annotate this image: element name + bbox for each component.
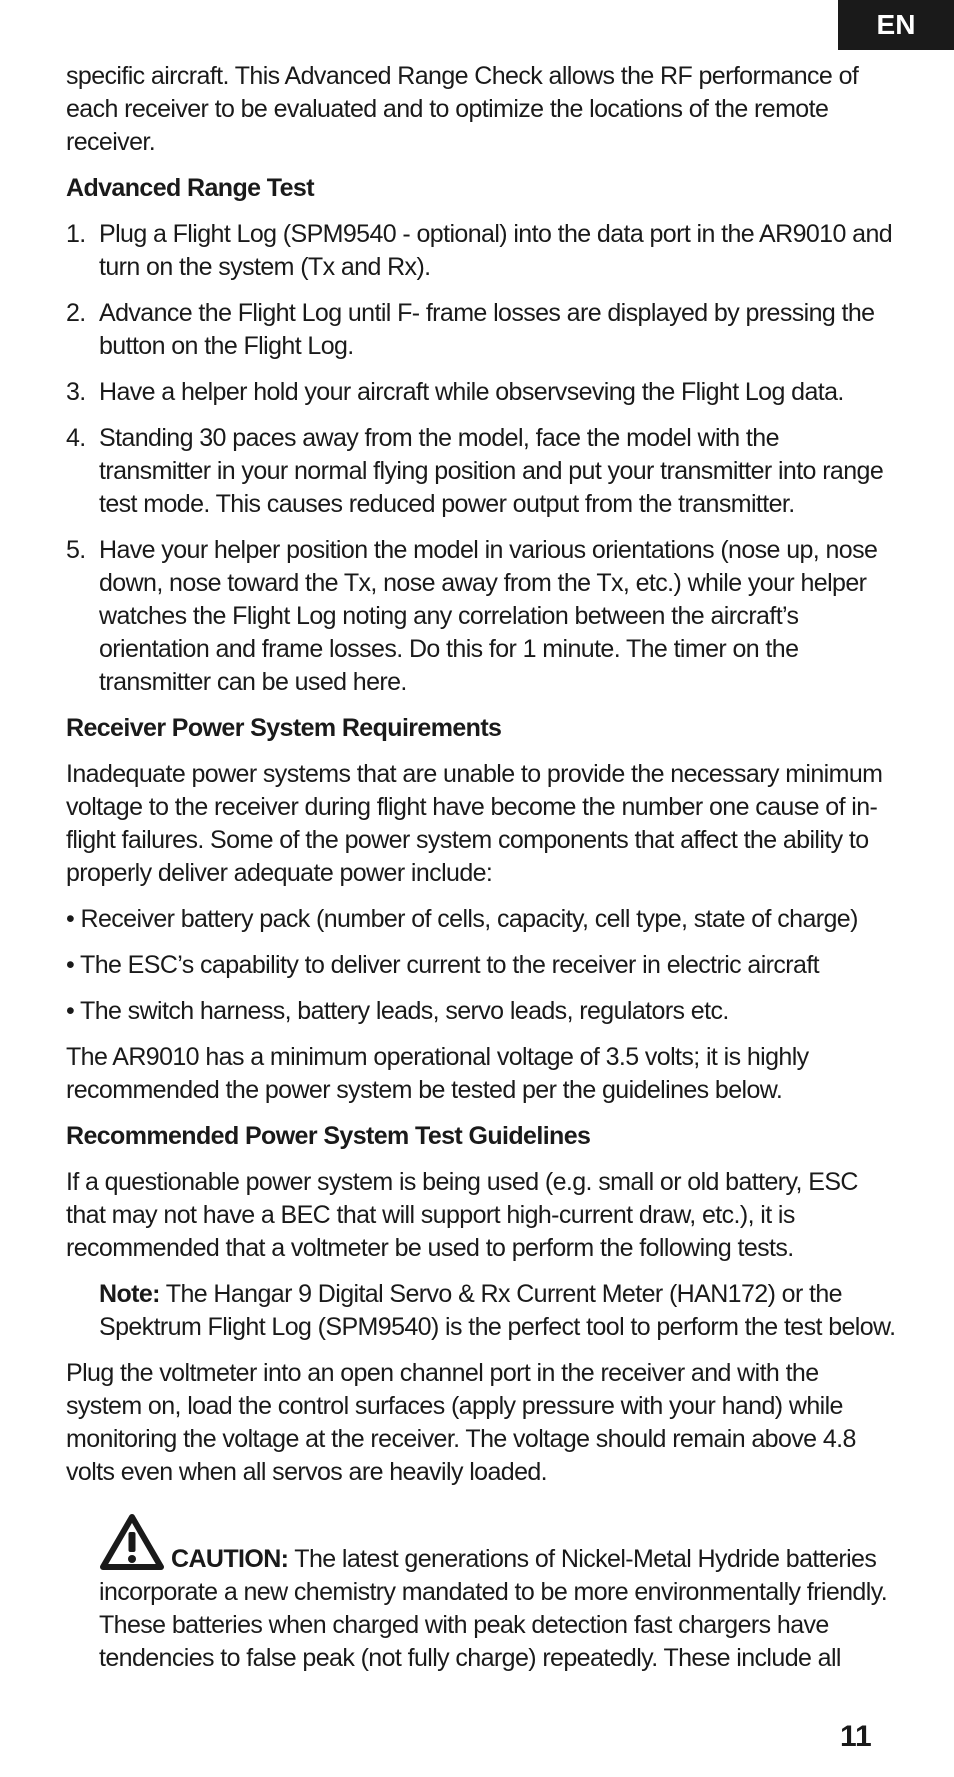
receiver-power-heading: Receiver Power System Requirements xyxy=(66,714,502,742)
step-number: 2. xyxy=(66,299,86,327)
list-item xyxy=(66,534,896,699)
step-number: 3. xyxy=(66,378,86,406)
list-item xyxy=(66,218,896,284)
step-text: Advance the Flight Log until F- frame losses are displayed by pressing the button on the Flight Log. xyxy=(99,299,875,360)
step-text: Standing 30 paces away from the model, face the model with the transmitter in your normal flying position and put your transmitter into range test mode. This causes reduced power output from the transmitter. xyxy=(99,424,884,518)
step-text: Plug a Flight Log (SPM9540 - optional) into the data port in the AR9010 and turn on the system (Tx and Rx). xyxy=(99,220,893,281)
language-tab: EN xyxy=(838,0,954,50)
caution-paragraph xyxy=(99,1513,896,1675)
power-components-list xyxy=(66,903,896,1028)
minimum-voltage-paragraph: The AR9010 has a minimum operational voltage of 3.5 volts; it is highly recommended the power system be tested per the guidelines below. xyxy=(66,1043,809,1104)
caution-text: The latest generations of Nickel-Metal Hydride batteries incorporate a new chemistry mandated to be more environmentally friendly. These batteries when charged with peak detection fast chargers have tendencies to false peak (not fully charge) repeatedly. These include all xyxy=(99,1545,888,1672)
list-item: • Receiver battery pack (number of cells, capacity, cell type, state of charge) xyxy=(66,905,858,933)
warning-triangle-icon xyxy=(99,1513,165,1571)
note-label: Note: xyxy=(99,1280,160,1308)
test-guidelines-paragraph: If a questionable power system is being used (e.g. small or old battery, ESC that may not have a BEC that will support high-current draw, etc.), it is recommended that a voltmeter be used to perform the following tests. xyxy=(66,1168,858,1262)
page-number: 11 xyxy=(840,1720,872,1753)
list-item xyxy=(66,376,896,409)
procedure-paragraph: Plug the voltmeter into an open channel port in the receiver and with the system on, load the control surfaces (apply pressure with your hand) while monitoring the voltage at the receiver. The voltage should remain above 4.8 volts even when all servos are heavily loaded. xyxy=(66,1359,856,1486)
range-test-steps xyxy=(66,218,896,699)
step-number: 4. xyxy=(66,424,86,452)
step-number: 1. xyxy=(66,220,86,248)
advanced-range-test-heading: Advanced Range Test xyxy=(66,174,314,202)
step-number: 5. xyxy=(66,536,86,564)
note-paragraph xyxy=(99,1278,896,1344)
list-item: • The switch harness, battery leads, servo leads, regulators etc. xyxy=(66,997,729,1025)
list-item: • The ESC’s capability to deliver current to the receiver in electric aircraft xyxy=(66,951,820,979)
note-text: The Hangar 9 Digital Servo & Rx Current Meter (HAN172) or the Spektrum Flight Log (SPM9540) is the perfect tool to perform the test below. xyxy=(99,1280,896,1341)
test-guidelines-heading: Recommended Power System Test Guidelines xyxy=(66,1122,591,1150)
step-text: Have a helper hold your aircraft while observseving the Flight Log data. xyxy=(99,378,844,406)
list-item xyxy=(66,422,896,521)
page-content xyxy=(66,60,896,1675)
receiver-power-paragraph: Inadequate power systems that are unable to provide the necessary minimum voltage to the receiver during flight have become the number one cause of in-flight failures. Some of the power system components that affect the ability to properly deliver adequate power include: xyxy=(66,760,883,887)
step-text: Have your helper position the model in various orientations (nose up, nose down, nose toward the Tx, nose away from the Tx, etc.) while your helper watches the Flight Log noting any correlation between the aircraft’s orientation and frame losses. Do this for 1 minute. The timer on the transmitter can be used here. xyxy=(99,536,878,696)
caution-label: CAUTION: xyxy=(171,1545,289,1573)
intro-paragraph: specific aircraft. This Advanced Range Check allows the RF performance of each receiver to be evaluated and to optimize the locations of the remote receiver. xyxy=(66,62,859,156)
list-item xyxy=(66,297,896,363)
